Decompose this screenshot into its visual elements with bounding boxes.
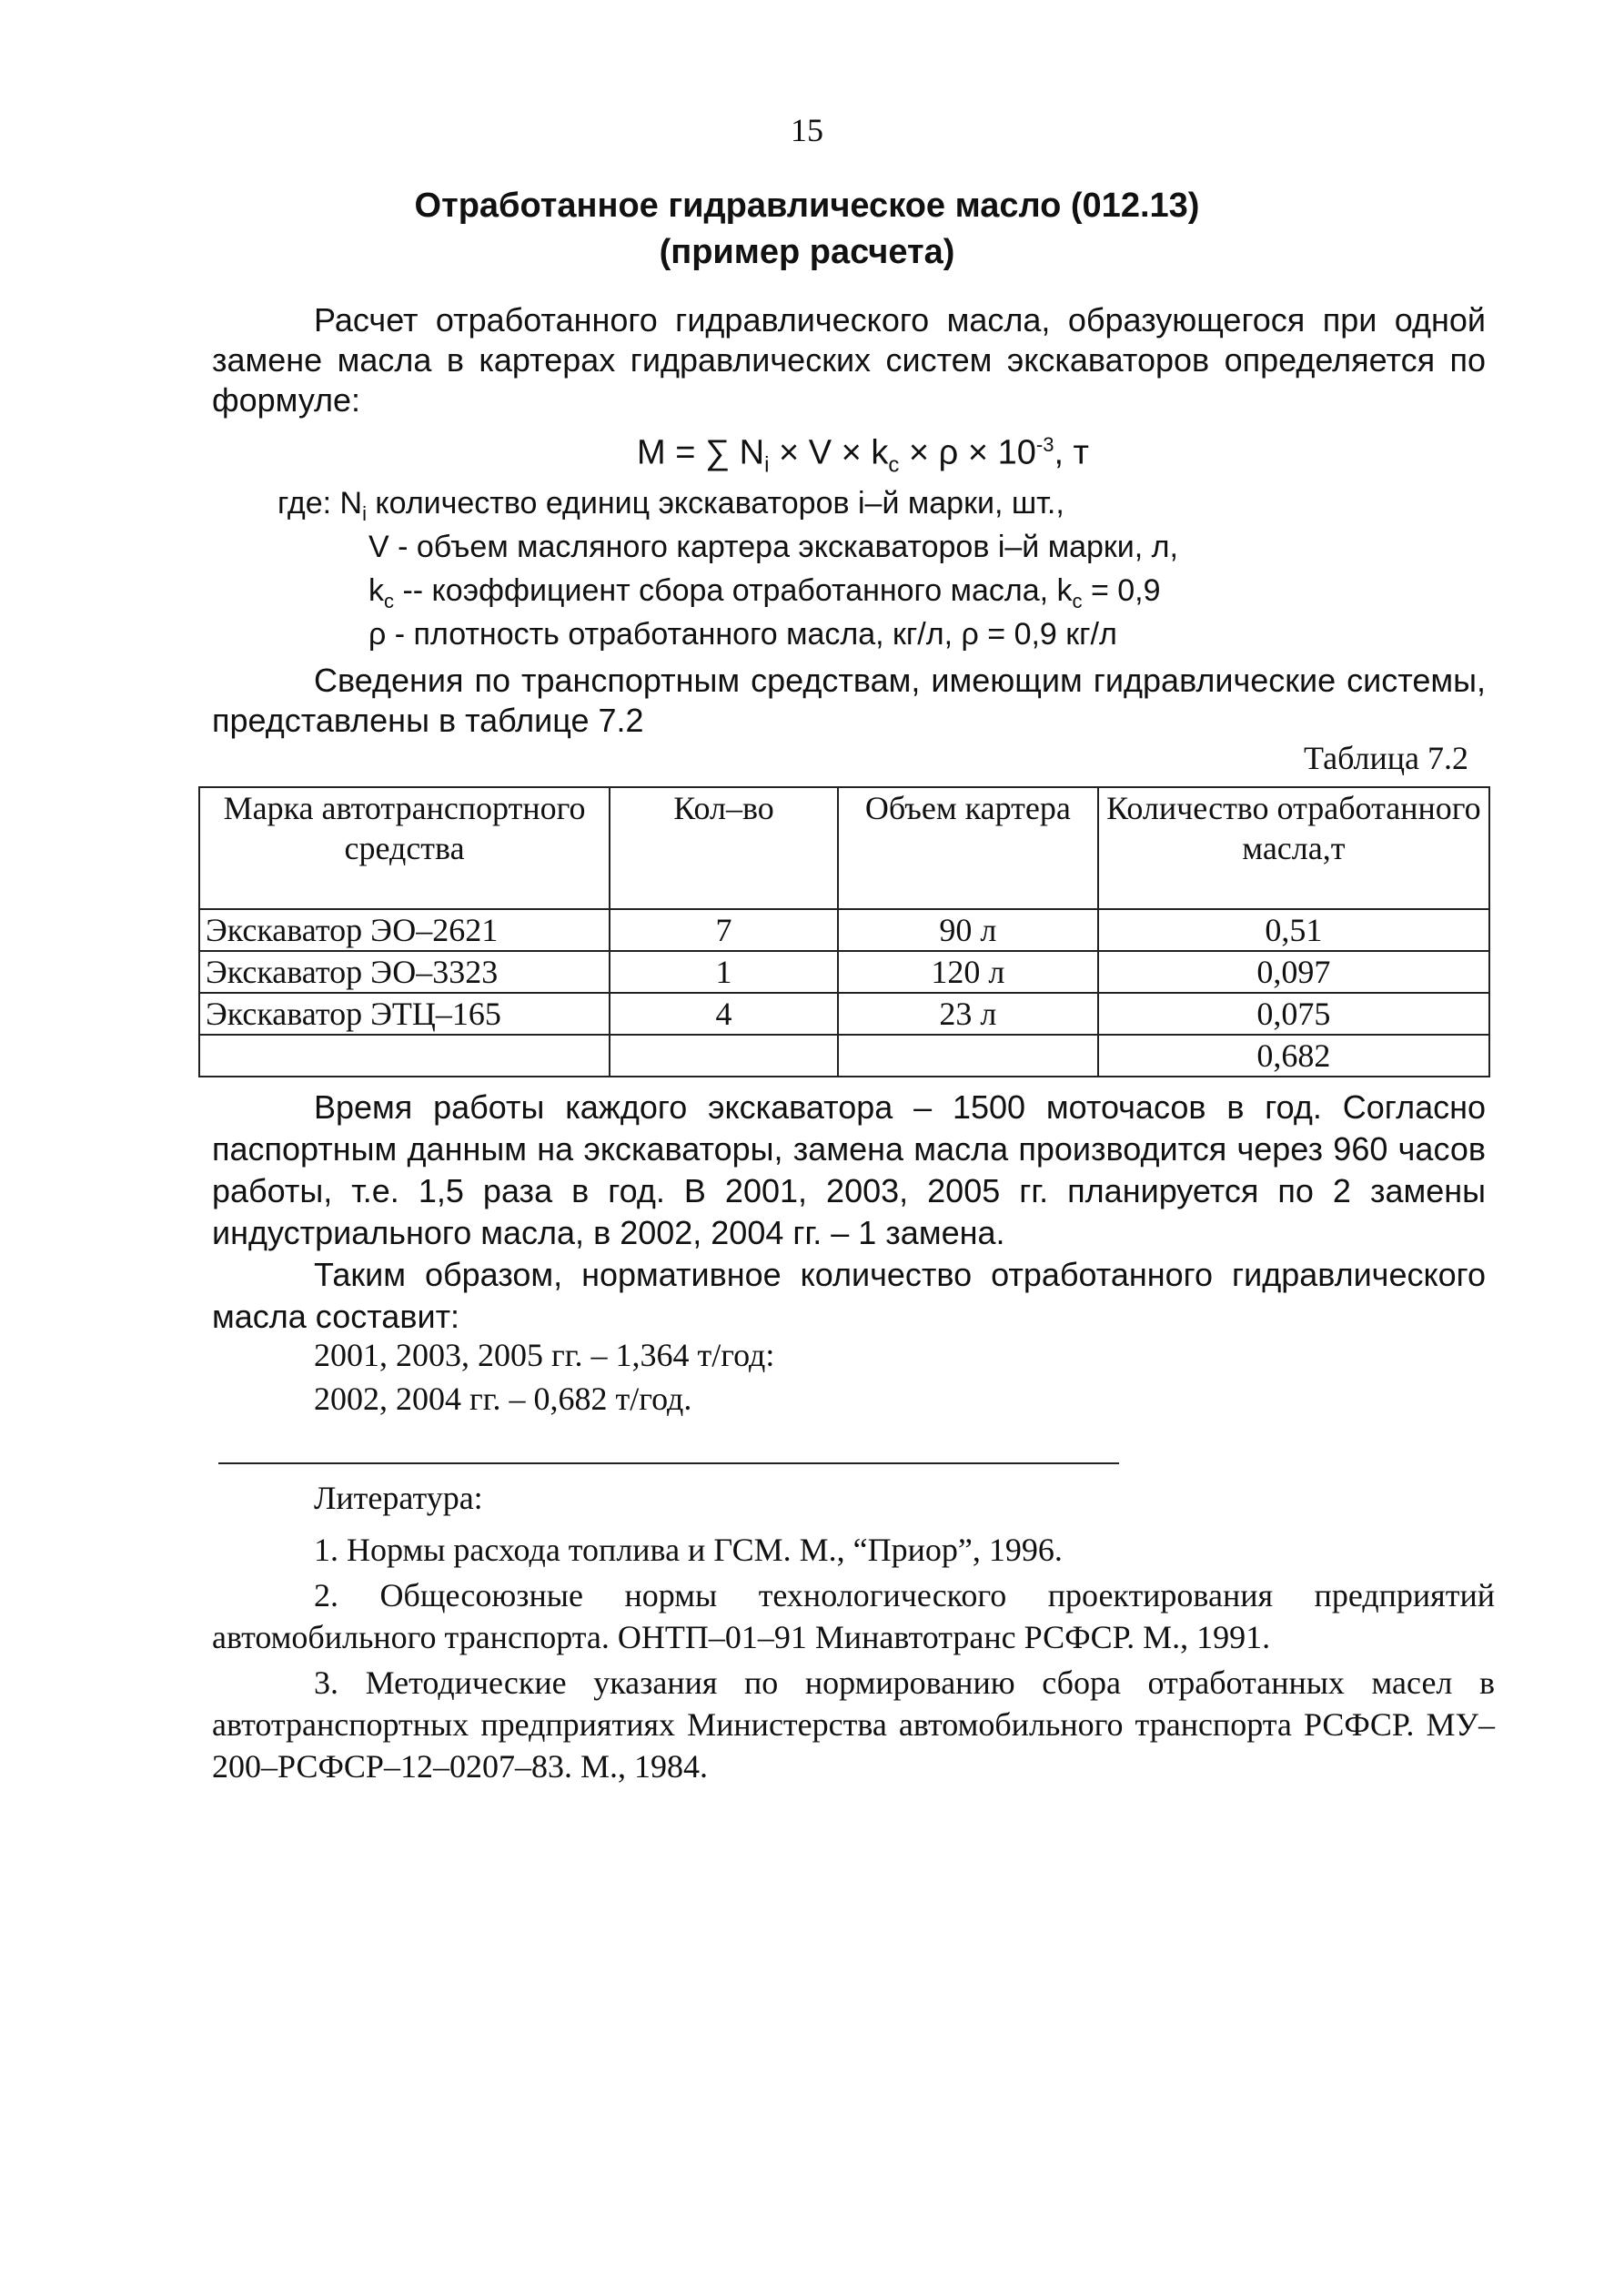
- cell-amount: 0,075: [1098, 993, 1489, 1035]
- cell-volume: 90 л: [838, 909, 1098, 951]
- where-line-v: V - объем масляного картера экскаваторов i–й марки, л,: [368, 530, 1178, 564]
- header-amount: Количество отработанного масла,т: [1098, 787, 1489, 909]
- cell-count: [610, 1035, 838, 1077]
- where-line-rho: ρ - плотность отработанного масла, кг/л, ρ = 0,9 кг/л: [368, 617, 1117, 652]
- cell-brand: Экскаватор ЭО–3323: [199, 951, 610, 993]
- section-title: Отработанное гидравлическое масло (012.13): [414, 187, 1200, 225]
- header-brand: Марка автотранспортного средства: [199, 787, 610, 909]
- formula: [637, 433, 1089, 478]
- table-row: [199, 951, 1489, 993]
- reference-item: 3. Методические указания по нормированию сбора отработанных масел в автотранспортных предприятиях Министерства автомобильного транспорта РСФСР. МУ–200–РСФСР–12–0207–83. М., 1984.: [212, 1664, 1495, 1785]
- literature-heading: Литература:: [314, 1480, 483, 1516]
- reference-item: 1. Нормы расхода топлива и ГСМ. М., “Приор”, 1996.: [314, 1532, 1063, 1568]
- formula-exponent: -3: [1035, 433, 1054, 456]
- cell-amount: 0,097: [1098, 951, 1489, 993]
- info-paragraph: Сведения по транспортным средствам, имеющим гидравлические системы, представлены в таблице 7.2: [212, 662, 1486, 739]
- cell-amount: 0,51: [1098, 909, 1489, 951]
- where-line-ni: где: $N_i$ количество единиц экскаваторов i–й марки, шт.,: [277, 486, 1064, 525]
- oil-table: [198, 786, 1490, 1077]
- reference-item: 2. Общесоюзные нормы технологического проектирования предприятий автомобильного транспорта. ОНТП–01–91 Минавтотранс РСФСР. М., 1991.: [212, 1577, 1495, 1655]
- formula-rest: × ρ × 10: [899, 433, 1036, 472]
- page-number: 15: [791, 112, 823, 148]
- result-line-1: 2001, 2003, 2005 гг. – 1,364 т/год:: [314, 1337, 775, 1373]
- cell-volume: 120 л: [838, 951, 1098, 993]
- conclusion-paragraph: Таким образом, нормативное количество отработанного гидравлического масла составит:: [212, 1256, 1486, 1335]
- cell-volume: 23 л: [838, 993, 1098, 1035]
- cell-count: 1: [610, 951, 838, 993]
- cell-count: 4: [610, 993, 838, 1035]
- table-row: [199, 909, 1489, 951]
- cell-volume: [838, 1035, 1098, 1077]
- where-line-kc: $k_c$ -- коэффициент сбора отработанного масла, $k_c = 0,9$: [368, 573, 1161, 612]
- work-paragraph: Время работы каждого экскаватора – 1500 моточасов в год. Согласно паспортным данным на экскаваторы, замена масла производится через 960 часов работы, т.е. 1,5 раза в год. В 2001, 2003, 2005 гг. планируется по 2 замены индустриального масла, в 2002, 2004 гг. – 1 замена.: [212, 1088, 1486, 1251]
- divider: [218, 1462, 1119, 1464]
- section-subtitle: (пример расчета): [659, 233, 955, 271]
- cell-brand: [199, 1035, 610, 1077]
- header-count: Кол–во: [610, 787, 838, 909]
- intro-paragraph: Расчет отработанного гидравлического масла, образующегося при одной замене масла в картерах гидравлических систем экскаваторов определяется по формуле:: [212, 301, 1486, 419]
- formula-sub-c: c: [888, 452, 900, 478]
- cell-count: 7: [610, 909, 838, 951]
- table-caption: Таблица 7.2: [1304, 740, 1468, 776]
- formula-lhs: M = ∑ N: [637, 433, 765, 472]
- table-header-row: [199, 787, 1489, 909]
- table-total-row: [199, 1035, 1489, 1077]
- formula-unit: , т: [1054, 433, 1089, 472]
- table-row: [199, 993, 1489, 1035]
- formula-sub-i: i: [764, 452, 770, 478]
- cell-brand: Экскаватор ЭТЦ–165: [199, 993, 610, 1035]
- formula-v: × V × k: [769, 433, 889, 472]
- cell-total: 0,682: [1098, 1035, 1489, 1077]
- cell-brand: Экскаватор ЭО–2621: [199, 909, 610, 951]
- result-line-2: 2002, 2004 гг. – 0,682 т/год.: [314, 1381, 692, 1417]
- header-volume: Объем картера: [838, 787, 1098, 909]
